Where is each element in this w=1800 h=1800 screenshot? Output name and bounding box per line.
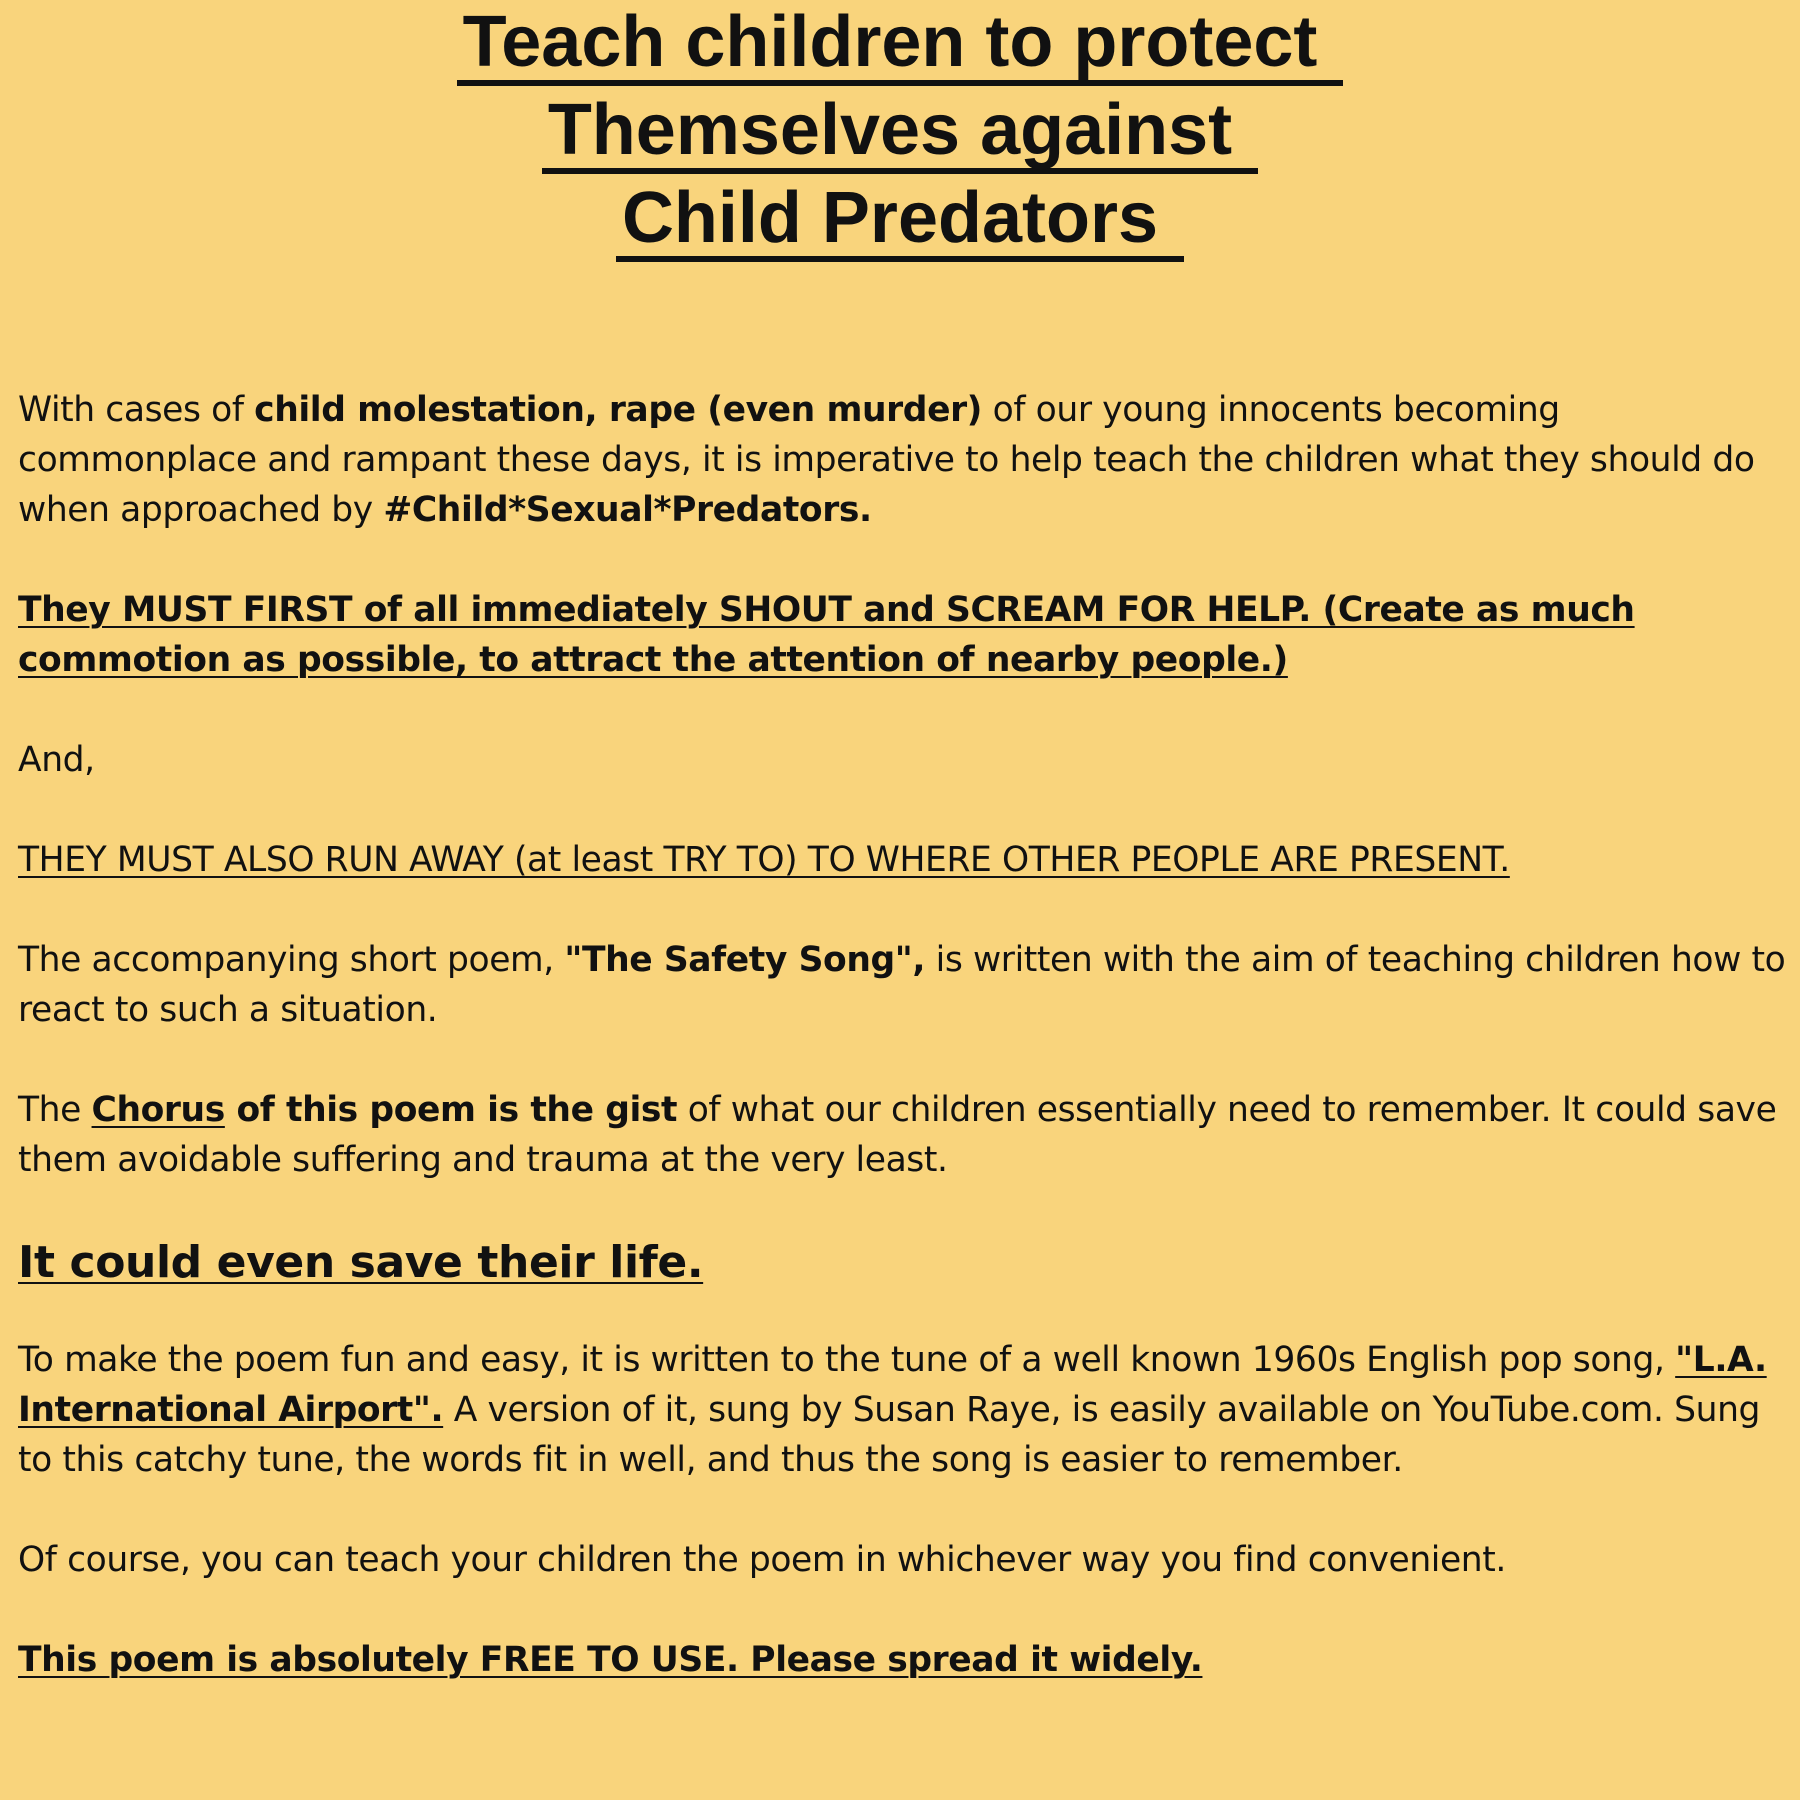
tune-song-title: "L.A. International Airport".	[18, 1340, 1767, 1430]
tune-text-2: A version of it, sung by Susan Raye, is easily available on YouTube.com. Sung to this catchy tune, the words fit in well, and thus the song is easier to remember.	[18, 1390, 1761, 1480]
chorus-text-2: of what our children essentially need to remember. It could save them avoidable suffering and trauma at the very least.	[18, 1090, 1777, 1180]
intro-text-1: With cases of	[18, 390, 255, 430]
paragraph-chorus	[18, 1085, 1798, 1185]
paragraph-safety-song	[18, 935, 1798, 1035]
paragraph-run-away: THEY MUST ALSO RUN AWAY (at least TRY TO) TO WHERE OTHER PEOPLE ARE PRESENT.	[18, 840, 1510, 880]
safety-text-2: is written with the aim of teaching children how to react to such a situation.	[18, 940, 1786, 1030]
chorus-bold: of this poem is the gist	[224, 1090, 678, 1130]
paragraph-tune	[18, 1335, 1798, 1485]
title-line-3: Child Predators	[616, 180, 1184, 262]
intro-text-2: of our young innocents becoming commonplace and rampant these days, it is imperative to help teach the children what they should do when approached by	[18, 390, 1755, 530]
paragraph-free-to-use: This poem is absolutely FREE TO USE. Please spread it widely.	[18, 1640, 1203, 1680]
paragraph-shout: They MUST FIRST of all immediately SHOUT and SCREAM FOR HELP. (Create as much commotion as possible, to attract the attention of nearby people.)	[18, 590, 1635, 680]
safety-song-title: "The Safety Song",	[564, 940, 926, 980]
body-text	[18, 385, 1798, 1735]
chorus-word: Chorus	[91, 1090, 225, 1130]
tune-text-1: To make the poem fun and easy, it is written to the tune of a well known 1960s English pop song,	[18, 1340, 1676, 1380]
paragraph-and: And,	[18, 740, 95, 780]
title-block	[18, 0, 1782, 268]
paragraph-convenient: Of course, you can teach your children the poem in whichever way you find convenient.	[18, 1540, 1506, 1580]
chorus-text-1: The	[18, 1090, 92, 1130]
safety-text-1: The accompanying short poem,	[18, 940, 565, 980]
intro-bold-1: child molestation, rape (even murder)	[254, 390, 983, 430]
intro-bold-2: #Child*Sexual*Predators.	[383, 490, 872, 530]
paragraph-intro	[18, 385, 1798, 535]
title-line-1: Teach children to protect	[457, 4, 1344, 86]
paragraph-save-life: It could even save their life.	[18, 1237, 704, 1288]
title-line-2: Themselves against	[542, 92, 1258, 174]
